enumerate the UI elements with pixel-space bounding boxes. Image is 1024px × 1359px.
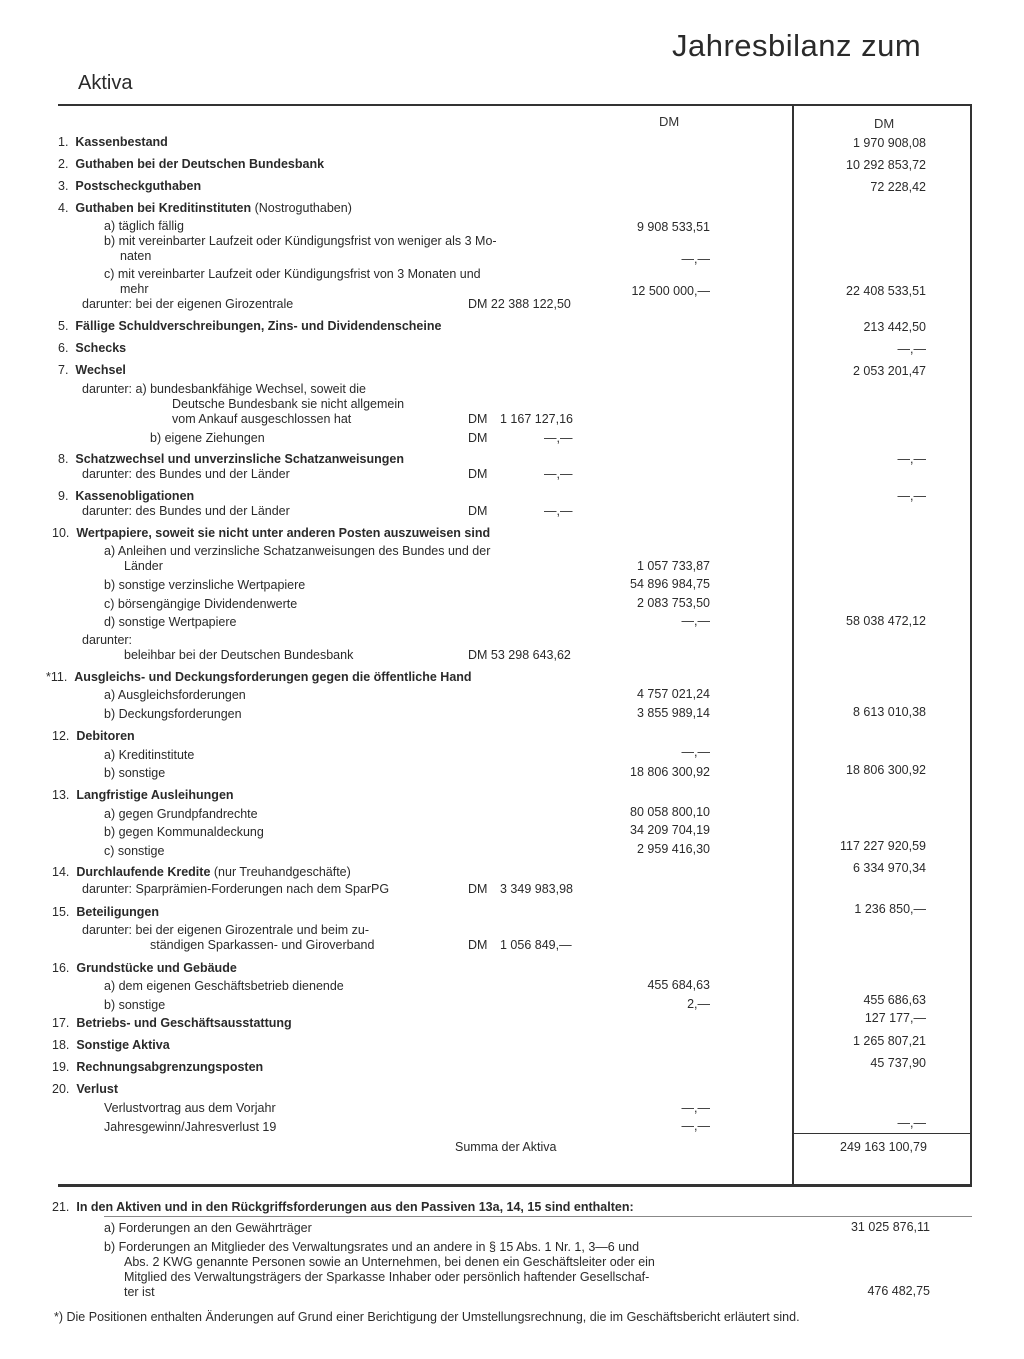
item-4a: a) täglich fällig [104,219,184,233]
item-4-darunter-value: DM 22 388 122,50 [468,297,571,311]
item-4-value: 22 408 533,51 [846,284,926,298]
item-16b: b) sonstige [104,998,166,1012]
item-12: 12. Debitoren [52,729,135,743]
item-15-darunter-2: ständigen Sparkassen- und Giroverband [150,938,375,952]
item-8-darunter: darunter: des Bundes und der Länder [82,467,290,481]
bottom-rule [58,1184,972,1187]
item-17-value: 127 177,— [864,1011,926,1025]
sum-value: 249 163 100,79 [840,1140,927,1154]
item-20b: Jahresgewinn/Jahresverlust 19 [104,1120,277,1134]
item-13: 13. Langfristige Ausleihungen [52,788,234,802]
item-6: 6. Schecks [58,341,127,355]
item-13a-value: 80 058 800,10 [630,805,710,819]
item-12b: b) sonstige [104,766,166,780]
item-7-darunter-4: b) eigene Ziehungen [150,431,265,445]
item-16: 16. Grundstücke und Gebäude [52,961,237,975]
item-10-value: 58 038 472,12 [846,614,926,628]
item-12-value: 18 806 300,92 [846,763,926,777]
column-divider-right [970,104,972,1184]
item-11a: a) Ausgleichsforderungen [104,688,246,702]
item-8: 8. Schatzwechsel und unverzinsliche Schatzanweisungen [58,452,404,466]
item-2: 2. Guthaben bei der Deutschen Bundesbank [58,157,325,171]
item-11b: b) Deckungsforderungen [104,707,242,721]
item-16b-value: 2,— [687,997,710,1011]
item-7-darunter-2: Deutsche Bundesbank sie nicht allgemein [172,397,405,411]
item-19: 19. Rechnungsabgrenzungsposten [52,1060,264,1074]
item-11a-value: 4 757 021,24 [637,687,710,701]
item-4-darunter: darunter: bei der eigenen Girozentrale [82,297,294,311]
item-13-value: 117 227 920,59 [840,839,926,853]
item-7-value: 2 053 201,47 [853,364,926,378]
item-15-value: 1 236 850,— [854,902,926,916]
item-9-value: —,— [897,489,926,503]
item-1-value: 1 970 908,08 [853,136,926,150]
item-1: 1. Kassenbestand [58,135,168,149]
item-10-darunter-value: DM 53 298 643,62 [468,648,571,662]
top-rule [58,104,972,106]
item-20a-value: —,— [681,1101,710,1115]
item-16a-value: 455 684,63 [647,978,710,992]
item-12a: a) Kreditinstitute [104,748,195,762]
item-10b: b) sonstige verzinsliche Wertpapiere [104,578,306,592]
item-7-darunter-4-dm: DM [468,431,488,445]
item-4c-line1: c) mit vereinbarter Laufzeit oder Kündigungsfrist von 3 Monaten und [104,267,481,281]
item-12b-value: 18 806 300,92 [630,765,710,779]
item-20-value: —,— [897,1116,926,1130]
item-10-darunter-1: darunter: [82,633,133,647]
item-10c-value: 2 083 753,50 [637,596,710,610]
item-11-value: 8 613 010,38 [853,705,926,719]
item-3-value: 72 228,42 [870,180,926,194]
item-7-darunter-4-value: —,— [544,431,573,445]
item-4: 4. Guthaben bei Kreditinstituten (Nostroguthaben) [58,201,352,215]
sum-label: Summa der Aktiva [455,1140,557,1154]
item-10-darunter-2: beleihbar bei der Deutschen Bundesbank [124,648,354,662]
item-20b-value: —,— [681,1119,710,1133]
item-10: 10. Wertpapiere, soweit sie nicht unter anderen Posten auszuweisen sind [52,526,491,540]
item-18: 18. Sonstige Aktiva [52,1038,170,1052]
item-9: 9. Kassenobligationen [58,489,195,503]
item-18-value: 1 265 807,21 [853,1034,926,1048]
item-10c: c) börsengängige Dividendenwerte [104,597,298,611]
note-21b-value: 476 482,75 [867,1284,930,1298]
item-17: 17. Betriebs- und Geschäftsausstattung [52,1016,292,1030]
item-13a: a) gegen Grundpfandrechte [104,807,258,821]
item-14-darunter: darunter: Sparprämien-Forderungen nach dem SparPG [82,882,390,896]
item-20a: Verlustvortrag aus dem Vorjahr [104,1101,276,1115]
item-9-darunter-dm: DM [468,504,488,518]
item-7: 7. Wechsel [58,363,126,377]
item-13c-value: 2 959 416,30 [637,842,710,856]
footnote: *) Die Positionen enthalten Änderungen auf Grund einer Berichtigung der Umstellungsrechnung, die im Geschäftsbericht erläutert sind. [54,1310,800,1324]
item-10a-line2: Länder [124,559,163,573]
item-7-darunter-3: vom Ankauf ausgeschlossen hat [172,412,352,426]
item-10d-value: —,— [681,614,710,628]
item-16a: a) dem eigenen Geschäftsbetrieb dienende [104,979,344,993]
item-20: 20. Verlust [52,1082,119,1096]
item-10a-line1: a) Anleihen und verzinsliche Schatzanweisungen des Bundes und der [104,544,491,558]
item-8-darunter-value: —,— [544,467,573,481]
item-13b: b) gegen Kommunaldeckung [104,825,264,839]
note-21a-value: 31 025 876,11 [850,1220,930,1234]
item-10b-value: 54 896 984,75 [630,577,710,591]
item-6-value: —,— [897,342,926,356]
item-3: 3. Postscheckguthaben [58,179,202,193]
item-2-value: 10 292 853,72 [846,158,926,172]
note-21b-line3: Mitglied des Verwaltungsträgers der Sparkasse Inhaber oder persönlich haftender Gesellschaf- [124,1270,650,1284]
item-4c-value: 12 500 000,— [631,284,710,298]
item-13b-value: 34 209 704,19 [630,823,710,837]
item-14: 14. Durchlaufende Kredite (nur Treuhandgeschäfte) [52,865,351,879]
item-8-value: —,— [897,452,926,466]
item-10d: d) sonstige Wertpapiere [104,615,237,629]
item-14-darunter-value: 3 349 983,98 [500,882,573,896]
item-5: 5. Fällige Schuldverschreibungen, Zins- und Dividendenscheine [58,319,442,333]
note-21a: a) Forderungen an den Gewährträger [104,1221,312,1235]
note-21-rule [104,1216,972,1217]
item-4c-line2: mehr [120,282,149,296]
note-21b-line4: ter ist [124,1285,155,1299]
item-14-value: 6 334 970,34 [853,861,926,875]
item-12a-value: —,— [681,745,710,759]
item-15-darunter-dm: DM [468,938,488,952]
item-4b-line1: b) mit vereinbarter Laufzeit oder Kündigungsfrist von weniger als 3 Mo- [104,234,497,248]
item-15-darunter-value: 1 056 849,— [500,938,572,952]
column-header-dm-2: DM [874,116,895,131]
item-16-value: 455 686,63 [863,993,926,1007]
section-title-aktiva: Aktiva [78,72,133,94]
item-5-value: 213 442,50 [863,320,926,334]
column-header-dm-1: DM [659,114,680,129]
item-7-darunter-3-value: 1 167 127,16 [500,412,573,426]
item-9-darunter: darunter: des Bundes und der Länder [82,504,290,518]
page-title: Jahresbilanz zum [672,28,922,63]
item-7-darunter-1: darunter: a) bundesbankfähige Wechsel, soweit die [82,382,366,396]
item-4b-line2: naten [120,249,152,263]
note-21b-line2: Abs. 2 KWG genannte Personen sowie an Unternehmen, bei denen ein Geschäftsleiter oder ein [124,1255,655,1269]
item-10a-value: 1 057 733,87 [637,559,710,573]
item-4a-value: 9 908 533,51 [637,220,710,234]
item-4b-value: —,— [681,252,710,266]
column-divider-left [792,104,794,1184]
item-15-darunter-1: darunter: bei der eigenen Girozentrale und beim zu- [82,923,369,937]
item-19-value: 45 737,90 [870,1056,926,1070]
item-14-darunter-dm: DM [468,882,488,896]
item-11b-value: 3 855 989,14 [637,706,710,720]
item-9-darunter-value: —,— [544,504,573,518]
item-15: 15. Beteiligungen [52,905,159,919]
sum-rule [792,1133,972,1134]
item-13c: c) sonstige [104,844,165,858]
note-21b-line1: b) Forderungen an Mitglieder des Verwaltungsrates und an andere in § 15 Abs. 1 Nr. 1, 3—6 und [104,1240,640,1254]
note-21: 21. In den Aktiven und in den Rückgriffsforderungen aus den Passiven 13a, 14, 15 sind enthalten: [52,1200,634,1214]
item-11: *11. Ausgleichs- und Deckungsforderungen gegen die öffentliche Hand [46,670,472,684]
item-8-darunter-dm: DM [468,467,488,481]
item-7-darunter-3-dm: DM [468,412,488,426]
